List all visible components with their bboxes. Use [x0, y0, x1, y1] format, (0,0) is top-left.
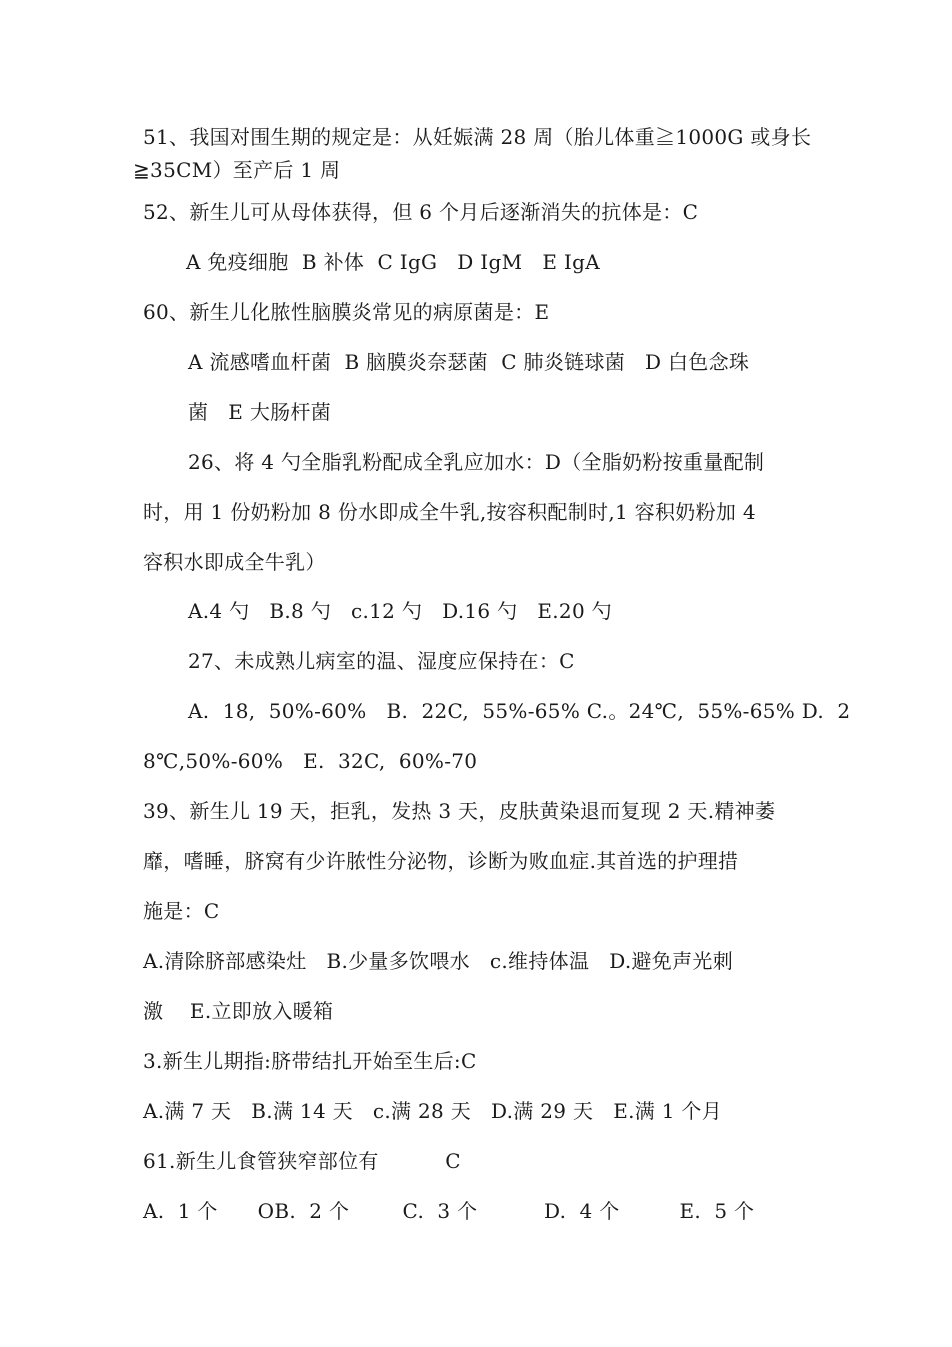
question-39-options-line-1: A.清除脐部感染灶 B.少量多饮喂水 c.维持体温 D.避免声光刺: [143, 949, 734, 973]
question-52-options: A 免疫细胞 B 补体 C IgG D IgM E IgA: [186, 250, 600, 274]
question-51-line-1: 51、我国对围生期的规定是：从妊娠满 28 周（胎儿体重≧1000G 或身长: [143, 125, 812, 149]
question-52-stem: 52、新生儿可从母体获得，但 6 个月后逐渐消失的抗体是：C: [143, 200, 699, 224]
question-27-options-line-2: 8℃,50%-60% E. 32C, 60%-70: [143, 749, 478, 773]
question-27-stem: 27、未成熟儿病室的温、湿度应保持在：C: [188, 649, 575, 673]
question-60-options-line-1: A 流感嗜血杆菌 B 脑膜炎奈瑟菌 C 肺炎链球菌 D 白色念珠: [188, 350, 750, 374]
question-3-stem: 3.新生儿期指:脐带结扎开始至生后:C: [143, 1049, 477, 1073]
question-26-options: A.4 勺 B.8 勺 c.12 勺 D.16 勺 E.20 勺: [188, 599, 612, 623]
question-61-stem: 61.新生儿食管狭窄部位有 C: [143, 1149, 461, 1173]
question-60-stem: 60、新生儿化脓性脑膜炎常见的病原菌是：E: [143, 300, 550, 324]
question-26-line-2: 时，用 1 份奶粉加 8 份水即成全牛乳,按容积配制时,1 容积奶粉加 4: [143, 500, 756, 524]
question-51-line-2: ≧35CM）至产后 1 周: [133, 158, 341, 182]
question-26-line-1: 26、将 4 勺全脂乳粉配成全乳应加水：D（全脂奶粉按重量配制: [188, 450, 765, 474]
question-39-line-1: 39、新生儿 19 天，拒乳，发热 3 天，皮肤黄染退而复现 2 天.精神萎: [143, 799, 776, 823]
question-61-options: A. 1 个 OB. 2 个 C. 3 个 D. 4 个 E. 5 个: [143, 1199, 755, 1223]
question-26-line-3: 容积水即成全牛乳）: [143, 550, 326, 574]
question-27-options-line-1: A. 18, 50%-60% B. 22C, 55%-65% C.。24℃, 55%-65% D. 2: [188, 699, 851, 723]
question-60-options-line-2: 菌 E 大肠杆菌: [188, 400, 332, 424]
question-39-options-line-2: 激 E.立即放入暖箱: [143, 999, 334, 1023]
question-39-line-3: 施是：C: [143, 899, 220, 923]
question-39-line-2: 靡，嗜睡，脐窝有少许脓性分泌物，诊断为败血症.其首选的护理措: [143, 849, 739, 873]
question-3-options: A.满 7 天 B.满 14 天 c.满 28 天 D.满 29 天 E.满 1 个月: [143, 1099, 723, 1123]
